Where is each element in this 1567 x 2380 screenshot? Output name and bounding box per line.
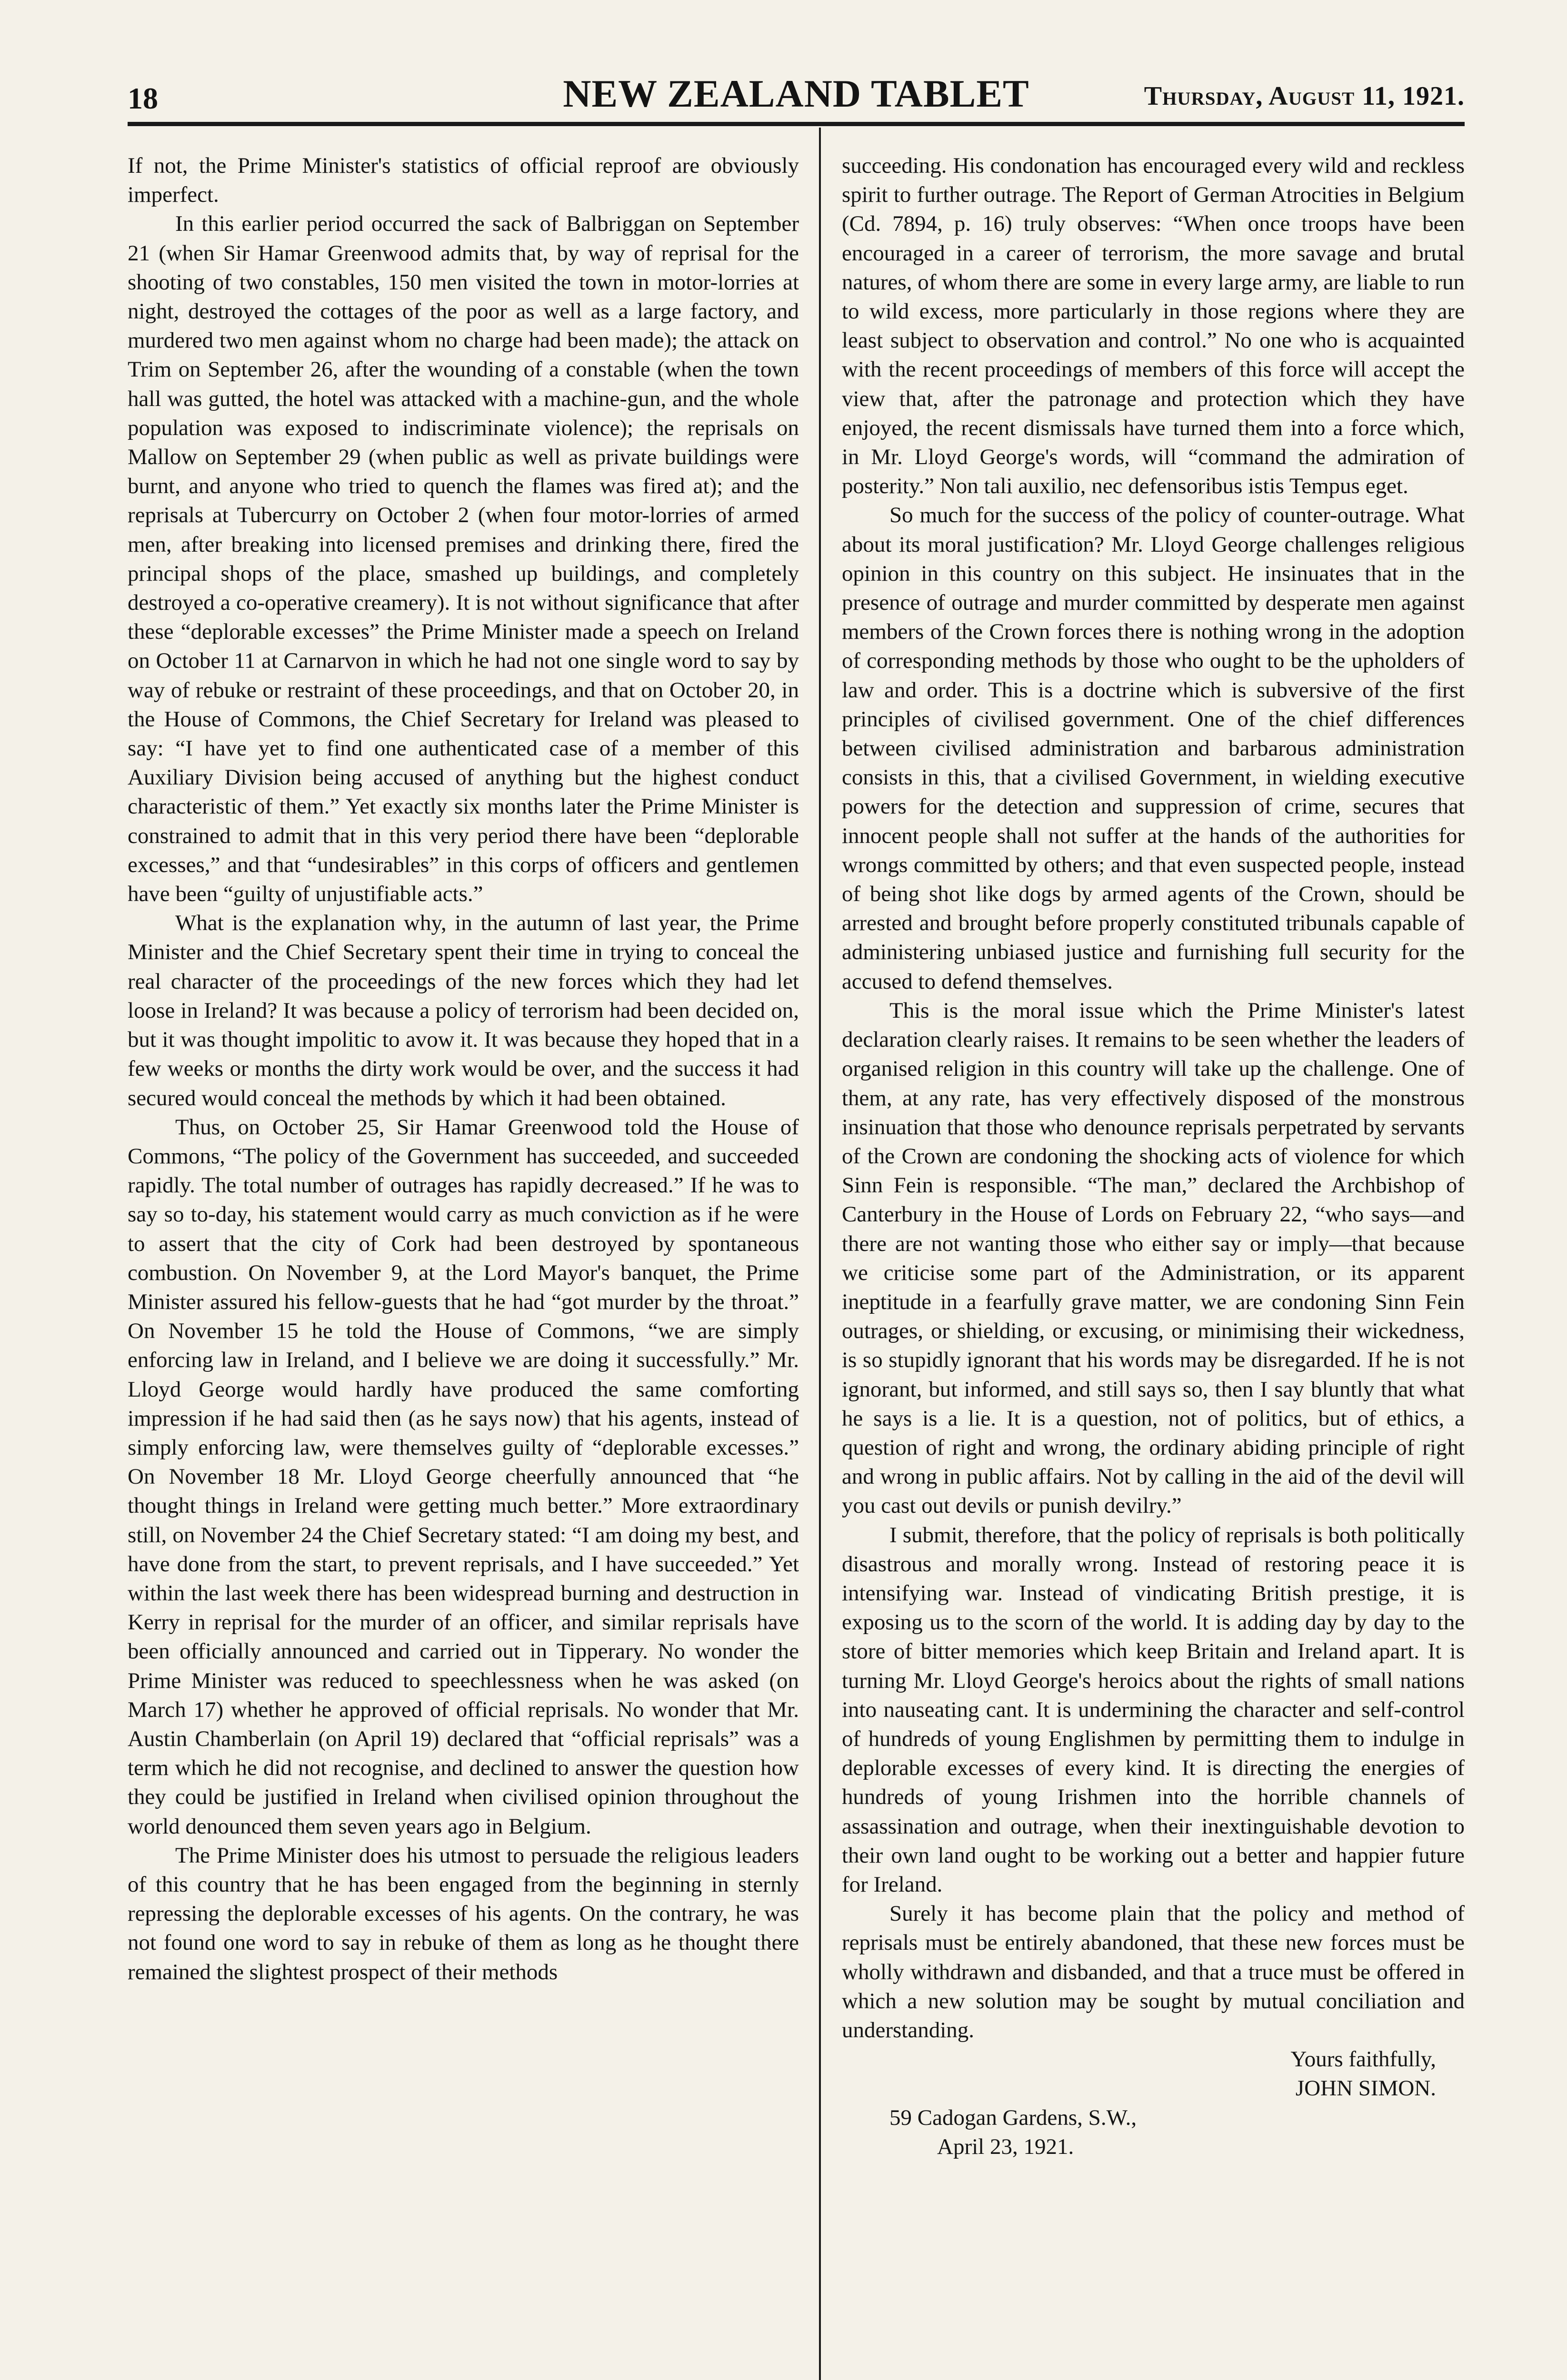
author-name: JOHN SIMON. — [1295, 2076, 1436, 2101]
letter-date: April 23, 1921. — [937, 2134, 1074, 2159]
paragraph: I submit, therefore, that the policy of reprisals is both politically disastrous and morally wrong. Instead of restoring peace it is intensifying war. Instead of vindicating British prestige, it is exposing us to the scorn of the world. It is adding day by day to the store of bitter memories which keep Britain and Ireland apart. It is turning Mr. Lloyd George's heroics about the rights of small nations into nauseating cant. It is undermining the character and self-control of hundreds of young Englishmen by permitting them to indulge in deplorable excesses of every kind. It is directing the energies of hundreds of young Irishmen into the horrible channels of assassination and outrage, when their inextinguishable devotion to their own land ought to be working out a better and happier future for Ireland. — [842, 1522, 1465, 1897]
paragraph: Thus, on October 25, Sir Hamar Greenwood told the House of Commons, “The policy of the Government has succeeded, and succeeded rapidly. The total number of outrages has rapidly decreased.” If he was to say so to-day, his statement would carry as much conviction as if he were to assert that the city of Cork had been destroyed by spontaneous combustion. On November 9, at the Lord Mayor's banquet, the Prime Minister assured his fellow-guests that he had “got murder by the throat.” On November 15 he told the House of Commons, “we are simply enforcing law in Ireland, and I believe we are doing it successfully.” Mr. Lloyd George would hardly have produced the same comforting impression if he had said then (as he says now) that his agents, instead of simply enforcing law, were themselves guilty of “deplorable excesses.” On November 18 Mr. Lloyd George cheerfully announced that “he thought things in Ireland were getting much better.” More extraordinary still, on November 24 the Chief Secretary stated: “I am doing my best, and have done from the start, to prevent reprisals, and I have succeeded.” Yet within the last week there has been widespread burning and destruction in Kerry in reprisal for the murder of an officer, and similar reprisals have been officially announced and carried out in Tipperary. No wonder the Prime Minister was reduced to speechlessness when he was asked (on March 17) whether he approved of official reprisals. No wonder that Mr. Austin Chamberlain (on April 19) declared that “official reprisals” was a term which he did not recognise, and declined to answer the question how they could be justified in Ireland when civilised opinion throughout the world denounced them seven years ago in Belgium. — [128, 1114, 799, 1839]
right-column — [842, 151, 1465, 2162]
paragraph: What is the explanation why, in the autumn of last year, the Prime Minister and the Chief Secretary spent their time in trying to conceal the real character of the proceedings of the new forces which they had let loose in Ireland? It was because a policy of terrorism had been decided on, but it was thought impolitic to avow it. It was because they hoped that in a few weeks or months the dirty work would be over, and the success it had secured would conceal the methods by which it had been obtained. — [128, 911, 799, 1111]
closing: Yours faithfully, — [1290, 2047, 1436, 2072]
paragraph: succeeding. His condonation has encouraged every wild and reckless spirit to further outrage. The Report of German Atrocities in Belgium (Cd. 7894, p. 16) truly observes: “When once troops have been encouraged in a career of terrorism, the more savage and brutal natures, of whom there are some in every large army, are liable to run to wild excess, more particularly in those regions where they are least subject to observation and control.” No one who is acquainted with the recent proceedings of members of this force will accept the view that, after the patronage and protection which they have enjoyed, the recent dismissals have turned them into a force which, in Mr. Lloyd George's words, will “command the admiration of posterity.” Non tali auxilio, nec defensoribus istis Tempus eget. — [842, 153, 1465, 499]
paragraph: If not, the Prime Minister's statistics of official reproof are obviously imperfect. — [128, 153, 799, 208]
page-number: 18 — [128, 81, 158, 115]
page-header — [128, 71, 1465, 119]
issue-date: Thursday, August 11, 1921. — [1144, 81, 1465, 111]
header-rule — [128, 122, 1465, 126]
paragraph: So much for the success of the policy of counter-outrage. What about its moral justification? Mr. Lloyd George challenges religious opinion in this country on this subject. He insinuates that in the presence of outrage and murder committed by desperate men against members of the Crown forces there is nothing wrong in the adoption of corresponding methods by those who ought to be the upholders of law and order. This is a doctrine which is subversive of the first principles of civilised government. One of the chief differences between civilised administration and barbarous administration consists in this, that a civilised Government, in wielding executive powers for the detection and suppression of crime, secures that innocent people shall not suffer at the hands of the authorities for wrongs committed by others; and that even suspected people, instead of being shot like dogs by armed agents of the Crown, should be arrested and brought before properly constituted tribunals capable of administering unbiased justice and furnishing full security for the accused to defend themselves. — [842, 503, 1465, 994]
paragraph: In this earlier period occurred the sack of Balbriggan on September 21 (when Sir Hamar Greenwood admits that, by way of reprisal for the shooting of two constables, 150 men visited the town in motor-lorries at night, destroyed the cottages of the poor as well as a large factory, and murdered two men against whom no charge had been made); the attack on Trim on September 26, after the wounding of a constable (when the town hall was gutted, the hotel was attacked with a machine-gun, and the whole population was exposed to indiscriminate violence); the reprisals on Mallow on September 29 (when public as well as private buildings were burnt, and anyone who tried to quench the flames was fired at); and the reprisals at Tubercurry on October 2 (when four motor-lorries of armed men, after breaking into licensed premises and drinking there, fired the principal shops of the place, smashed up buildings, and completely destroyed a co-operative creamery). It is not without significance that after these “deplorable excesses” the Prime Minister made a speech on Ireland on October 11 at Carnarvon in which he had not one single word to say by way of rebuke or restraint of these proceedings, and that on October 20, in the House of Commons, the Chief Secretary for Ireland was pleased to say: “I have yet to find one authenticated case of a member of this Auxiliary Division being accused of anything but the highest conduct characteristic of them.” Yet exactly six months later the Prime Minister is constrained to admit that in this very period there have been “deplorable excesses,” and that “undesirables” in this corps of officers and gentlemen have been “guilty of unjustifiable acts.” — [128, 211, 799, 907]
publication-title: NEW ZEALAND TABLET — [563, 72, 1029, 115]
column-divider — [819, 128, 821, 2380]
paragraph: Surely it has become plain that the policy and method of reprisals must be entirely abandoned, that these new forces must be wholly withdrawn and disbanded, and that a truce must be offered in which a new solution may be sought by mutual conciliation and understanding. — [842, 1901, 1465, 2043]
paragraph: This is the moral issue which the Prime Minister's latest declaration clearly raises. It remains to be seen whether the leaders of organised religion in this country will take up the challenge. One of them, at any rate, has very effectively disposed of the monstrous insinuation that those who denounce reprisals perpetrated by servants of the Crown are condoning the shocking acts of violence for which Sinn Fein is responsible. “The man,” declared the Archbishop of Canterbury in the House of Lords on February 22, “who says—and there are not wanting those who either say or imply—that because we criticise some part of the Administration, or its apparent ineptitude in a fearfully grave matter, we are condoning Sinn Fein outrages, or shielding, or excusing, or minimising their wickedness, is so stupidly ignorant that his words may be disregarded. If he is not ignorant, but informed, and still says so, then I say bluntly that what he says is a lie. It is a question, not of politics, but of ethics, a question of right and wrong, the ordinary abiding principle of right and wrong in public affairs. Not by calling in the aid of the devil will you cast out devils or punish devilry.” — [842, 998, 1465, 1518]
signature-block — [842, 2045, 1465, 2162]
paragraph: The Prime Minister does his utmost to persuade the religious leaders of this country that he has been engaged from the beginning in sternly repressing the deplorable excesses of his agents. On the contrary, he was not found one word to say in rebuke of them as long as he thought there remained the slightest prospect of their methods — [128, 1843, 799, 1984]
author-address: 59 Cadogan Gardens, S.W., — [889, 2105, 1137, 2130]
left-column — [128, 151, 799, 1987]
